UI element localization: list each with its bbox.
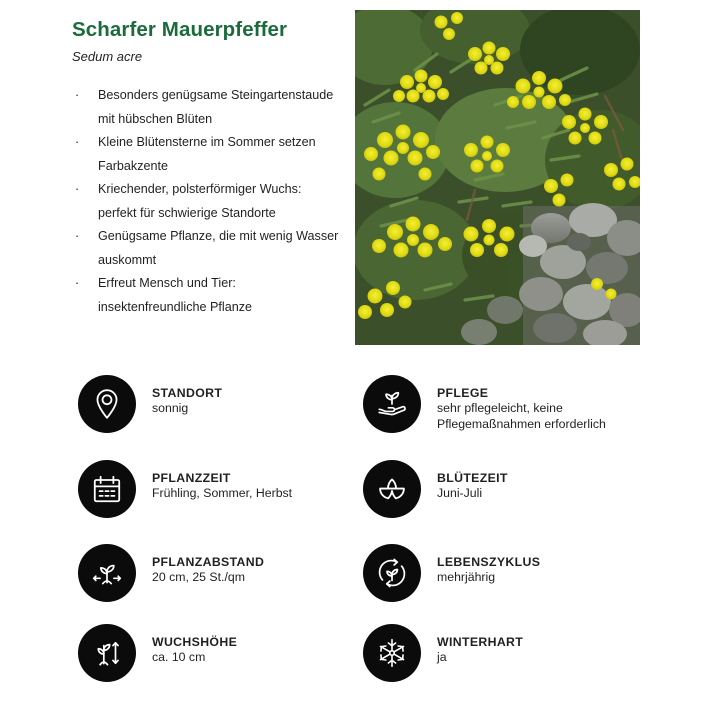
attribute-winterhart <box>363 624 663 682</box>
attribute-text <box>421 624 523 666</box>
attribute-label: PFLANZZEIT <box>152 471 231 485</box>
map-pin-icon <box>78 375 136 433</box>
attribute-value: sonnig <box>152 401 189 415</box>
attribute-standort <box>78 375 378 433</box>
attribute-pflege <box>363 375 663 433</box>
list-item <box>72 84 350 131</box>
calendar-icon <box>78 460 136 518</box>
list-item-line: Kleine Blütensterne im Sommer setzen <box>98 135 316 150</box>
attribute-value: ja <box>437 650 447 664</box>
attribute-wuchshoehe <box>78 624 378 682</box>
list-item-line: auskommt <box>98 252 157 267</box>
bullet-marker-icon: · <box>75 229 80 244</box>
attribute-text <box>136 624 237 666</box>
attribute-text <box>136 460 292 502</box>
attribute-label: WUCHSHÖHE <box>152 635 238 649</box>
bullet-marker-icon: · <box>75 182 80 197</box>
attribute-text <box>421 375 606 432</box>
attribute-text <box>421 544 540 586</box>
attribute-label: STANDORT <box>152 386 223 400</box>
list-item-line: Kriechender, polsterförmiger Wuchs: <box>98 182 302 197</box>
list-item-line: Besonders genügsame Steingartenstaude <box>98 88 334 103</box>
plant-spacing-icon <box>78 544 136 602</box>
attribute-pflanzzeit <box>78 460 378 518</box>
attribute-text <box>421 460 508 502</box>
plant-feature-list <box>72 84 350 319</box>
list-item-line: Farbakzente <box>98 158 169 173</box>
botanical-name: Sedum acre <box>72 48 143 64</box>
list-item-line: mit hübschen Blüten <box>98 111 213 126</box>
attribute-text <box>136 375 222 417</box>
snowflake-icon <box>363 624 421 682</box>
life-cycle-icon <box>363 544 421 602</box>
list-item <box>72 131 350 178</box>
attribute-value-line2: Pflegemaßnahmen erforderlich <box>437 416 606 431</box>
list-item <box>72 178 350 225</box>
attribute-label: WINTERHART <box>437 635 524 649</box>
list-item-line: insektenfreundliche Pflanze <box>98 299 253 314</box>
plant-photo <box>355 10 640 345</box>
bullet-marker-icon: · <box>75 276 80 291</box>
list-item <box>72 272 350 319</box>
attribute-value: sehr pflegeleicht, keine <box>437 401 563 415</box>
attribute-bluetezeit <box>363 460 663 518</box>
attribute-label: BLÜTEZEIT <box>437 471 508 485</box>
attribute-value: mehrjährig <box>437 570 496 584</box>
attribute-label: LEBENSZYKLUS <box>437 555 541 569</box>
page-title: Scharfer Mauerpfeffer <box>72 18 288 41</box>
plant-description-column <box>72 18 350 319</box>
list-item <box>72 225 350 272</box>
flower-icon <box>363 460 421 518</box>
hand-sprout-icon <box>363 375 421 433</box>
attribute-label: PFLANZABSTAND <box>152 555 265 569</box>
list-item-line: Erfreut Mensch und Tier: <box>98 276 236 291</box>
list-item-line: perfekt für schwierige Standorte <box>98 205 276 220</box>
attribute-value: ca. 10 cm <box>152 650 206 664</box>
bullet-marker-icon: · <box>75 135 80 150</box>
attribute-value: Frühling, Sommer, Herbst <box>152 486 293 500</box>
attribute-lebenszyklus <box>363 544 663 602</box>
attribute-text <box>136 544 264 586</box>
attribute-label: PFLEGE <box>437 386 489 400</box>
attribute-value: Juni-Juli <box>437 486 483 500</box>
plant-height-icon <box>78 624 136 682</box>
attribute-pflanzabstand <box>78 544 378 602</box>
attribute-value: 20 cm, 25 St./qm <box>152 570 245 584</box>
bullet-marker-icon: · <box>75 88 80 103</box>
list-item-line: Genügsame Pflanze, die mit wenig Wasser <box>98 229 339 244</box>
